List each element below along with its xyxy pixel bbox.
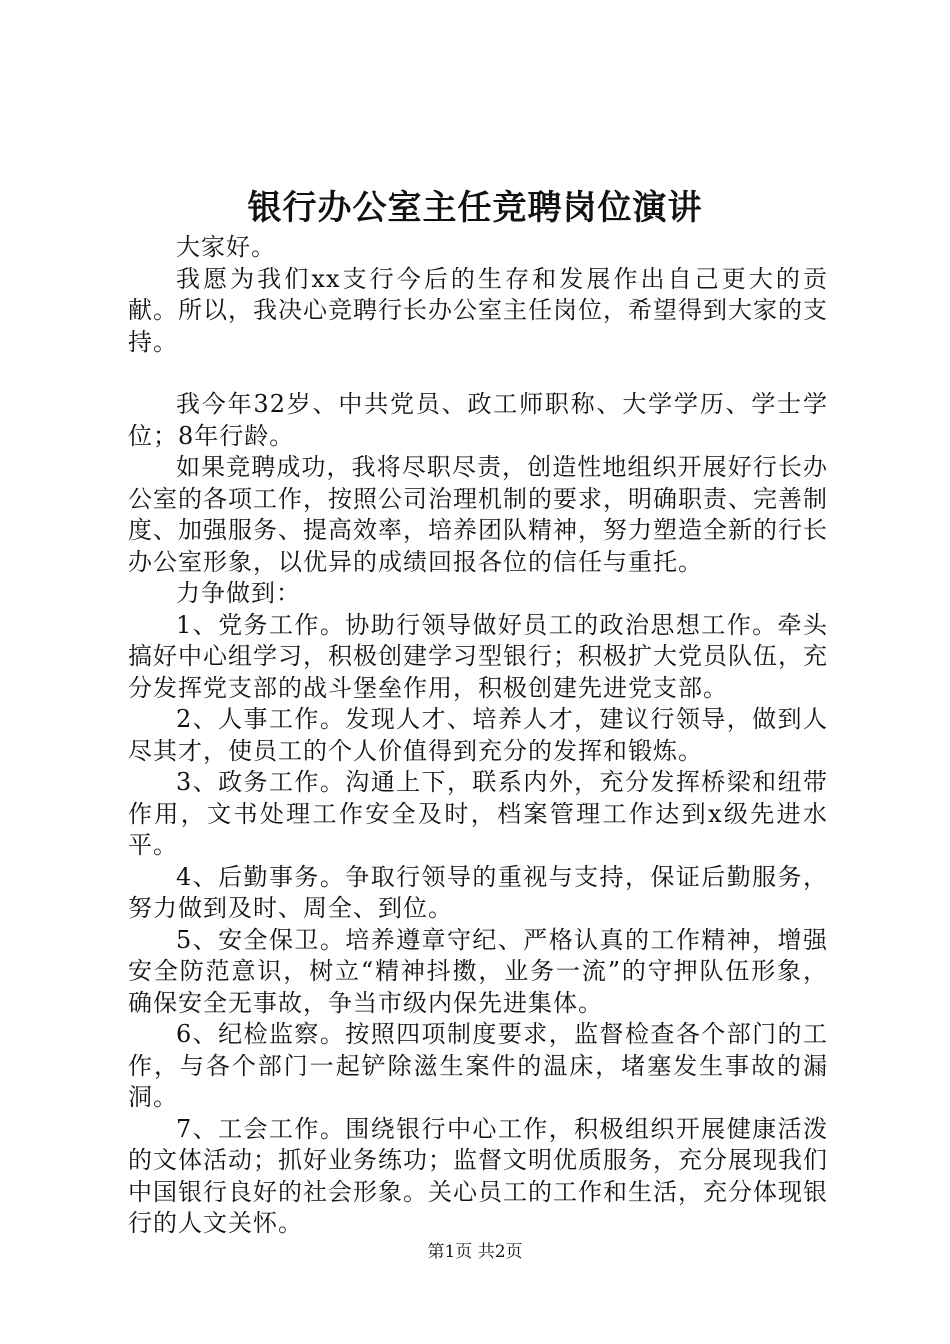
paragraph-item-discipline: 6、纪检监察。按照四项制度要求，监督检查各个部门的工作，与各个部门一起铲除滋生案件的温床，堵塞发生事故的漏洞。	[128, 1020, 828, 1111]
paragraph-intent: 我愿为我们xx支行今后的生存和发展作出自己更大的贡献。所以，我决心竞聘行长办公室主任岗位，希望得到大家的支持。	[128, 264, 828, 356]
paragraph-commitment: 如果竞聘成功，我将尽职尽责，创造性地组织开展好行长办公室的各项工作，按照公司治理机制的要求，明确职责、完善制度、加强服务、提高效率，培养团队精神，努力塑造全新的行长办公室形象，以优异的成绩回报各位的信任与重托。	[128, 453, 828, 576]
document-title: 银行办公室主任竞聘岗位演讲	[247, 188, 703, 228]
paragraph-goals-heading: 力争做到：	[176, 579, 301, 607]
document-body	[128, 232, 828, 1240]
page-number-footer: 第1页 共2页	[427, 1242, 523, 1262]
paragraph-greeting: 大家好。	[176, 233, 276, 261]
paragraph-item-administration: 3、政务工作。沟通上下，联系内外，充分发挥桥梁和纽带作用，文书处理工作安全及时，档案管理工作达到x级先进水平。	[128, 768, 828, 859]
paragraph-item-security: 5、安全保卫。培养遵章守纪、严格认真的工作精神，增强安全防范意识，树立“精神抖擞，业务一流”的守押队伍形象，确保安全无事故，争当市级内保先进集体。	[128, 925, 828, 1017]
paragraph-item-personnel: 2、人事工作。发现人才、培养人才，建议行领导，做到人尽其才，使员工的个人价值得到充分的发挥和锻炼。	[128, 705, 828, 765]
paragraph-item-party-affairs: 1、党务工作。协助行领导做好员工的政治思想工作。牵头搞好中心组学习，积极创建学习型银行；积极扩大党员队伍，充分发挥党支部的战斗堡垒作用，积极创建先进党支部。	[128, 610, 828, 702]
paragraph-item-union: 7、工会工作。围绕银行中心工作，积极组织开展健康活泼的文体活动；抓好业务练功；监督文明优质服务，充分展现我们中国银行良好的社会形象。关心员工的工作和生活，充分体现银行的人文关怀。	[128, 1114, 828, 1237]
paragraph-item-logistics: 4、后勤事务。争取行领导的重视与支持，保证后勤服务，努力做到及时、周全、到位。	[128, 862, 828, 922]
paragraph-profile: 我今年32岁、中共党员、政工师职称、大学学历、学士学位；8年行龄。	[128, 390, 828, 450]
